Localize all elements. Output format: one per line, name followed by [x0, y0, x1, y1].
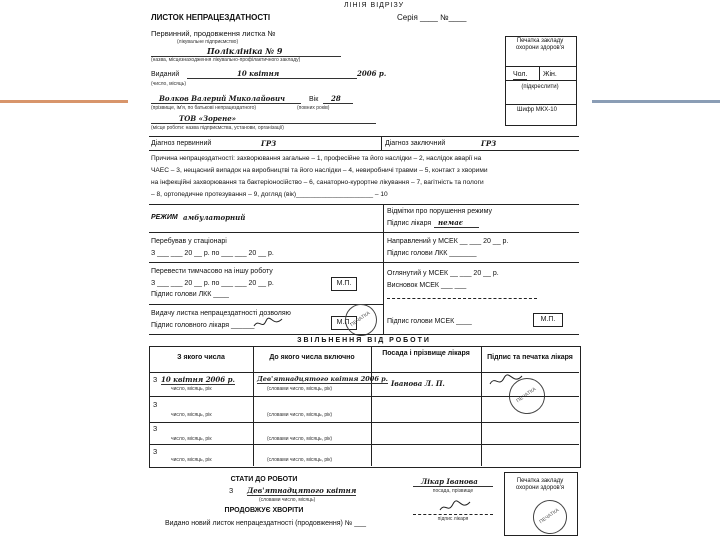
- document-title: ЛИСТОК НЕПРАЦЕЗДАТНОСТІ: [151, 13, 271, 22]
- msek-result: Висновок МСЕК ___ ___: [387, 282, 467, 289]
- footer-stamp-title: Печатка закладу охорони здоров'я: [515, 478, 565, 491]
- footer-doctor: Лікар Іванова: [413, 478, 493, 487]
- issued-year: 2006 р.: [357, 69, 387, 78]
- stamp-placeholder-mp: М.П.: [331, 277, 357, 291]
- age-value: 28: [323, 95, 353, 104]
- start-work-title: СТАТИ ДО РОБОТИ: [230, 476, 298, 483]
- row2-prefix: З: [153, 402, 158, 409]
- regime-sign-value: немає: [434, 219, 479, 228]
- row3-prefix: З: [153, 426, 158, 433]
- row1-from: 10 квітня 2006 р.: [161, 375, 235, 384]
- msek-head-lkk: Підпис голови ЛКК _______: [387, 250, 477, 257]
- primary-continuation: Первинний, продовження листка №: [151, 29, 276, 38]
- continue-ill: ПРОДОВЖУЄ ХВОРІТИ: [224, 507, 304, 514]
- diagnosis-final-value: ГРЗ: [481, 139, 497, 148]
- row3-to-caption: (словами число, місяць, рік): [267, 436, 333, 442]
- issued-label: Виданий: [151, 71, 180, 78]
- col-doctor: Посада і прізвище лікаря: [382, 350, 470, 357]
- chief-doctor-sign: Підпис головного лікаря ______: [151, 322, 255, 329]
- diagnosis-primary-value: ГРЗ: [261, 139, 277, 148]
- employer-caption: (місце роботи: назва підприємства, установи, організації): [151, 125, 284, 131]
- hospital-dates: З ___ ___ 20 __ р. по ___ ___ 20 __ р.: [151, 250, 274, 257]
- transfer-dates: З ___ ___ 20 __ р. по ___ ___ 20 __ р.: [151, 280, 274, 287]
- regime-violation-label: Відмітки про порушення режиму: [387, 208, 492, 215]
- cause-line-1: Причина непрацездатності: захворювання загальне – 1, професійне та його наслідки – 2, наслідок аварії на: [151, 155, 482, 162]
- regime-value: амбулаторний: [183, 213, 246, 222]
- row3-from-caption: число, місяць, рік: [171, 436, 212, 442]
- sex-female: Жін.: [543, 71, 557, 78]
- cut-line-label: ЛІНІЯ ВІДРІЗУ: [344, 2, 405, 9]
- row1-doctor: Іванова Л. П.: [391, 379, 445, 388]
- age-caption: (повних років): [297, 105, 330, 111]
- patient-name: Волков Валерий Миколайович: [151, 95, 301, 104]
- row1-to: Дев'ятнадцятого квітня 2006 р.: [257, 375, 388, 383]
- stamp-placeholder-mp-3: М.П.: [533, 313, 563, 327]
- footer-doctor-caption: посада, прізвище: [432, 488, 474, 494]
- msek-sent: Направлений у МСЕК __ ___ 20 __ р.: [387, 238, 509, 245]
- cause-line-2: ЧАЕС – 3, нещасний випадок на виробництві та його наслідки – 4, невиробничі травми – 5, контакт з хворими: [151, 167, 488, 174]
- extend-allowed: Видачу листка непрацездатності дозволяю: [151, 310, 291, 317]
- row2-to-caption: (словами число, місяць, рік): [267, 412, 333, 418]
- transfer-label: Перевести тимчасово на іншу роботу: [151, 268, 273, 275]
- stamp-placeholder-mp-2: М.П.: [331, 316, 357, 330]
- cause-line-4: – 8, ортопедичне протезування – 9, догляд (вік)_____________________ – 10: [151, 191, 388, 198]
- clinic-sub-caption: (назва, місцезнаходження лікувально-профілактичного закладу): [151, 57, 301, 63]
- clinic-caption: (лікувальне підприємство): [177, 39, 239, 45]
- col-from: З якого числа: [177, 354, 225, 361]
- issued-date: 10 квітня: [187, 70, 357, 79]
- accent-bar-left: [0, 100, 128, 103]
- sick-leave-document: [149, 0, 583, 540]
- signature-footer-icon: [439, 500, 471, 514]
- start-caption: (словами число, місяць): [259, 497, 316, 503]
- date-caption: (число, місяць): [151, 81, 186, 87]
- sex-male: Чол.: [513, 71, 528, 78]
- footer-round-stamp-icon: ПЕЧАТКА: [526, 493, 573, 540]
- employer-value: ТОВ «Зорене»: [151, 115, 376, 124]
- start-work-value: Дев'ятнадцятого квітня: [247, 486, 357, 495]
- patient-caption: (прізвище, ім'я, по батькові непрацездатного): [151, 105, 257, 111]
- hospital-label: Перебував у стаціонарі: [151, 238, 227, 245]
- row4-to-caption: (словами число, місяць, рік): [267, 457, 333, 463]
- side-note: (підкреслити): [521, 84, 559, 90]
- diagnosis-primary-label: Діагноз первинний: [151, 140, 212, 147]
- row4-prefix: З: [153, 449, 158, 456]
- col-signature: Підпис та печатка лікаря: [487, 354, 573, 361]
- start-prefix: З: [229, 488, 234, 495]
- msek-exam: Оглянутий у МСЕК __ ___ 20 __ р.: [387, 270, 499, 277]
- regime-sign-label: Підпис лікаря: [387, 220, 432, 227]
- row4-from-caption: число, місяць, рік: [171, 457, 212, 463]
- row1-prefix: З: [153, 377, 158, 384]
- footer-sign-caption: підпис лікаря: [437, 516, 469, 522]
- row1-to-caption: (словами число, місяць, рік): [267, 386, 333, 392]
- icd-code-label: Шифр МКХ-10: [517, 107, 557, 113]
- msek-head-sign: Підпис голови МСЕК ____: [387, 318, 472, 325]
- col-to: До якого числа включно: [269, 354, 355, 361]
- round-stamp-icon: ПЕЧАТКА: [339, 298, 384, 343]
- clinic-value: Поліклініка № 9: [151, 47, 341, 57]
- cause-line-3: на інфекційні захворювання та бактеріоносійство – 6, санаторно-курортне лікування – 7, вагітність та пологи: [151, 179, 484, 186]
- release-title: ЗВІЛЬНЕННЯ ВІД РОБОТИ: [297, 337, 431, 344]
- regime-label: РЕЖИМ: [151, 214, 178, 221]
- new-sheet-issued: Видано новий листок непрацездатності (продовження) № ___: [165, 520, 366, 527]
- row1-from-caption: число, місяць, рік: [171, 386, 212, 392]
- row2-from-caption: число, місяць, рік: [171, 412, 212, 418]
- diagnosis-final-label: Діагноз заключний: [385, 140, 446, 147]
- side-stamp-title: Печатка закладу охорони здоров'я: [515, 38, 565, 51]
- doctor-stamp-icon: ПЕЧАТКА: [502, 371, 552, 421]
- series-number: Серія ____ №____: [397, 13, 467, 22]
- age-label: Вік: [309, 96, 319, 103]
- signature-chief-icon: [253, 316, 283, 330]
- transfer-head-sign: Підпис голови ЛКК ____: [151, 291, 229, 298]
- accent-bar-right: [592, 100, 720, 103]
